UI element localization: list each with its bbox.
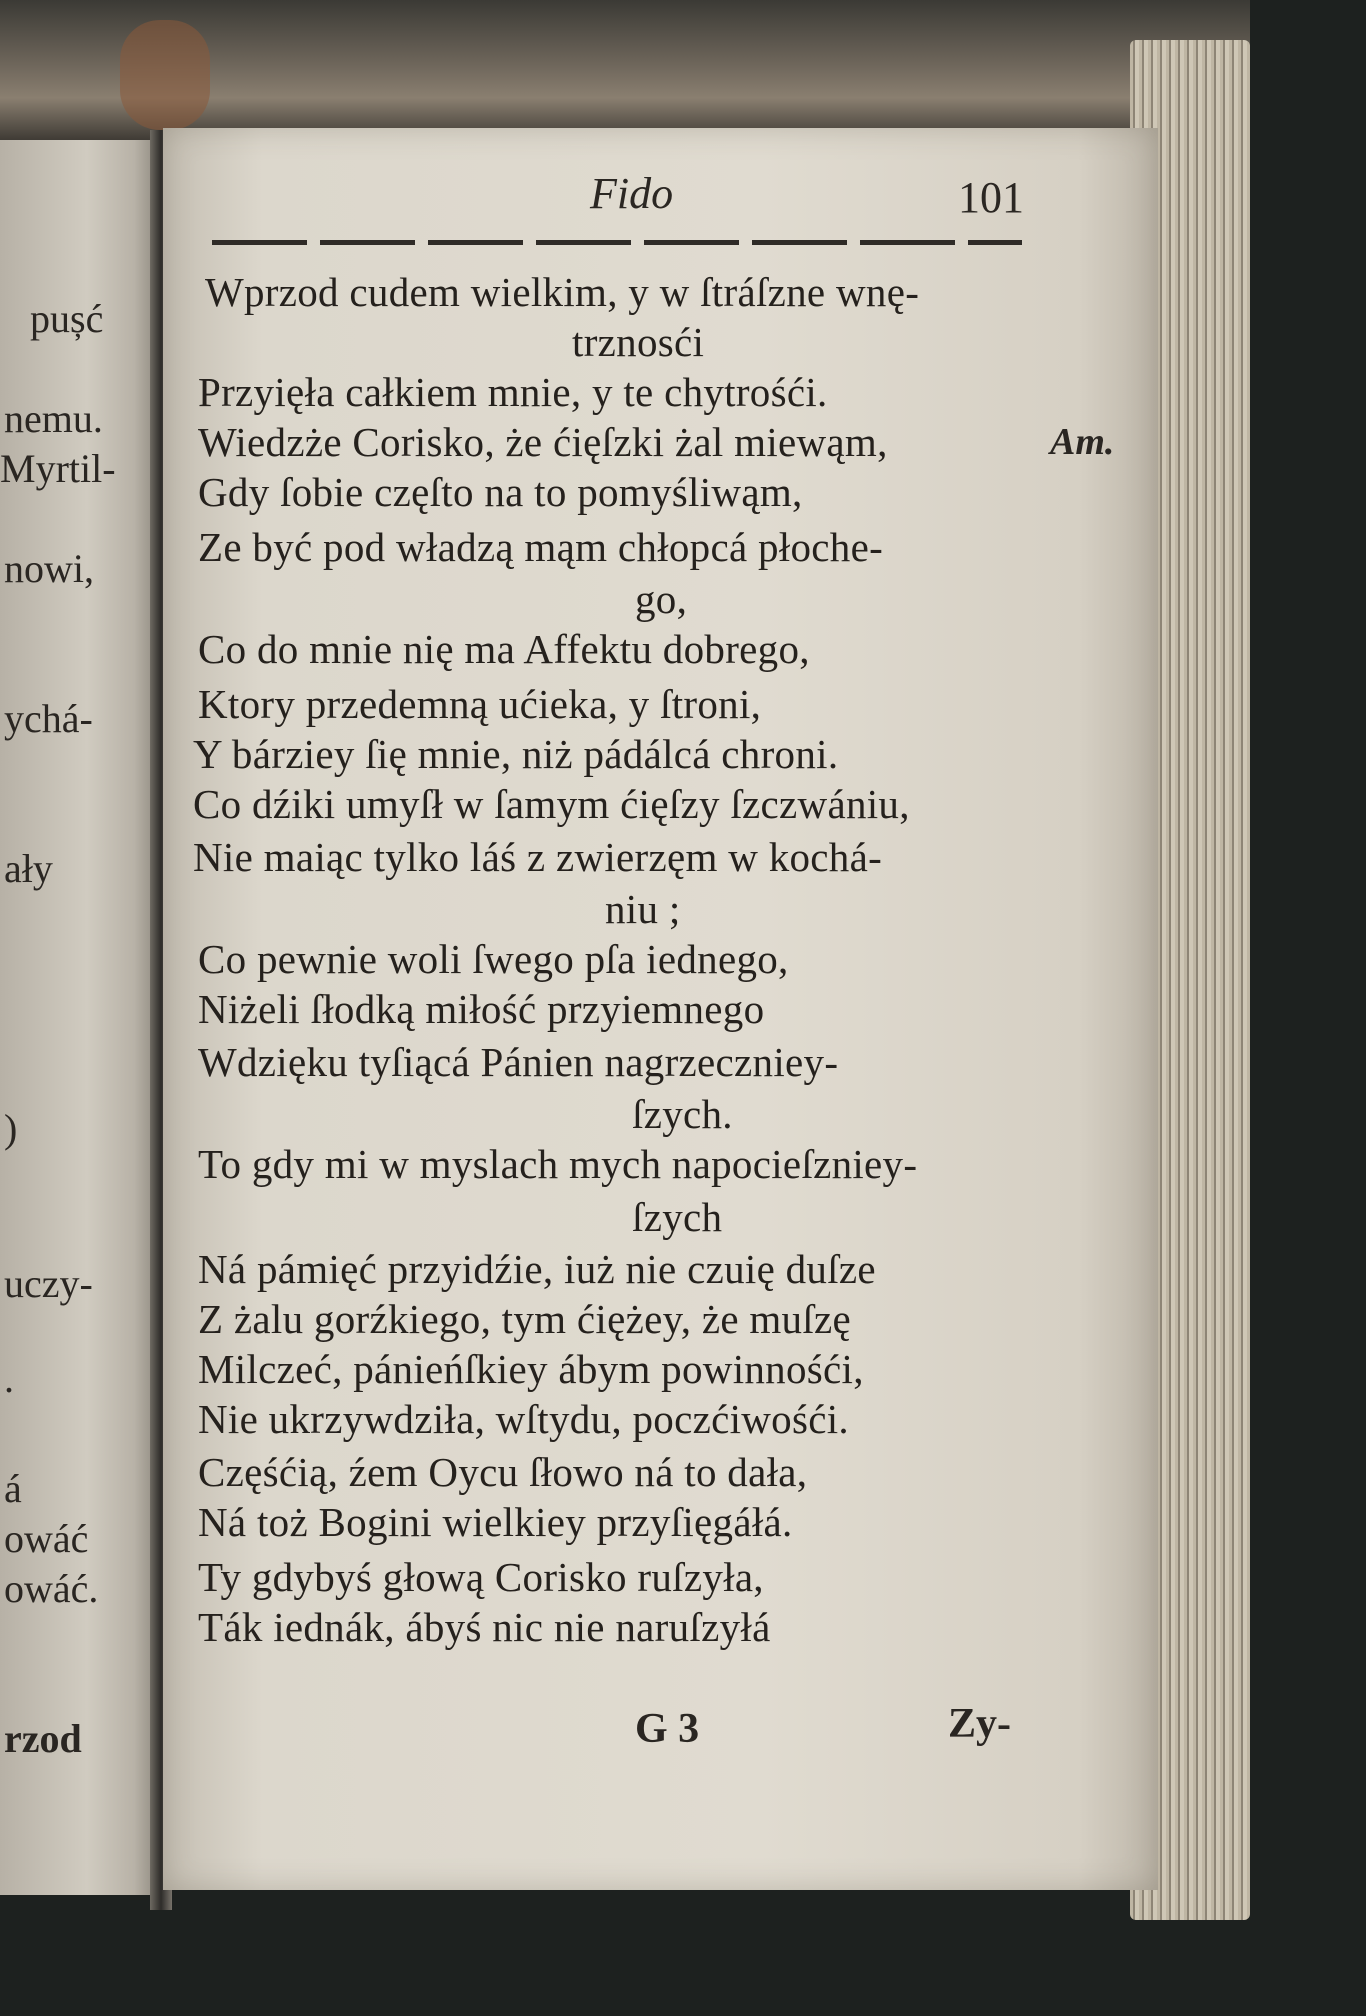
left-fragment: owáć <box>4 1516 89 1561</box>
left-page <box>0 140 158 1895</box>
margin-note: Am. <box>1050 421 1115 463</box>
verse-line: Ty gdybyś głową Corisko ruſzyła, <box>198 1554 764 1600</box>
left-fragment: rzod <box>4 1716 82 1761</box>
verse-line: Niżeli ſłodką miłość przyiemnego <box>198 986 765 1032</box>
verse-line: Co do mnie nię ma Affektu dobrego, <box>198 626 810 672</box>
left-fragment: Myrtil- <box>0 446 116 491</box>
verse-line: Y bárziey ſię mnie, niż pádálcá chroni. <box>193 731 839 777</box>
verse-line: niu ; <box>605 886 681 932</box>
verse-line: Ták iednák, ábyś nic nie naruſzyłá <box>198 1604 771 1650</box>
left-fragment: á <box>4 1466 22 1511</box>
verse-line: ſzych. <box>632 1091 733 1137</box>
left-fragment: nemu. <box>4 396 103 441</box>
verse-line: To gdy mi w myslach mych napocieſzniey- <box>198 1141 918 1187</box>
spine-band <box>120 20 210 130</box>
left-fragment: . <box>4 1356 14 1401</box>
verse-line: Ze być pod władzą mąm chłopcá płoche- <box>198 524 884 570</box>
signature-mark: G 3 <box>635 1706 700 1752</box>
left-fragment: ychá- <box>4 696 93 741</box>
verse-line: Wdzięku tyſiącá Pánien nagrzeczniey- <box>198 1039 839 1085</box>
verse-line: ſzych <box>632 1194 723 1240</box>
verse-line: trznosći <box>572 319 705 365</box>
left-fragment: uczy- <box>4 1261 93 1306</box>
verse-line: Milczeć, pánieńſkiey ábym powinnośći, <box>198 1346 864 1392</box>
verse-line: Częśćią, źem Oycu ſłowo ná to dała, <box>198 1449 808 1495</box>
verse-line: Wiedzże Corisko, że ćięſzki żal miewąm, <box>198 419 888 465</box>
verse-line: Co dźiki umyſł w ſamym ćięſzy ſzczwániu, <box>193 781 910 827</box>
left-fragment: owáć. <box>4 1566 99 1611</box>
page-number: 101 <box>958 173 1024 222</box>
left-fragment: ) <box>4 1106 18 1151</box>
verse-line: Wprzod cudem wielkim, y w ſtráſzne wnę- <box>205 269 920 315</box>
verse-line: Nie ukrzywdziła, wſtydu, poczćiwośći. <box>198 1396 849 1442</box>
verse-line: go, <box>635 576 688 622</box>
verse-line: Co pewnie woli ſwego pſa iednego, <box>198 936 789 982</box>
left-fragment: ały <box>4 846 53 891</box>
verse-line: Ná toż Bogini wielkiey przyſięgáłá. <box>198 1499 793 1545</box>
header-rule <box>212 240 1022 245</box>
verse-line: Z żalu gorźkiego, tym ćiężey, że muſzę <box>198 1296 852 1342</box>
verse-line: Ktory przedemną ućieka, y ſtroni, <box>198 681 762 727</box>
catchword: Zy- <box>948 1701 1011 1747</box>
running-title: Fido <box>590 169 674 218</box>
verse-line: Gdy ſobie częſto na to pomyśliwąm, <box>198 469 803 515</box>
left-fragment: nowi, <box>4 546 94 591</box>
left-fragment: pușć <box>30 296 104 341</box>
verse-line: Przyięła całkiem mnie, y te chytrośći. <box>198 369 828 415</box>
verse-line: Nie maiąc tylko láś z zwierzęm w kochá- <box>193 834 883 880</box>
verse-line: Ná pámięć przyidźie, iuż nie czuię duſze <box>198 1246 876 1292</box>
